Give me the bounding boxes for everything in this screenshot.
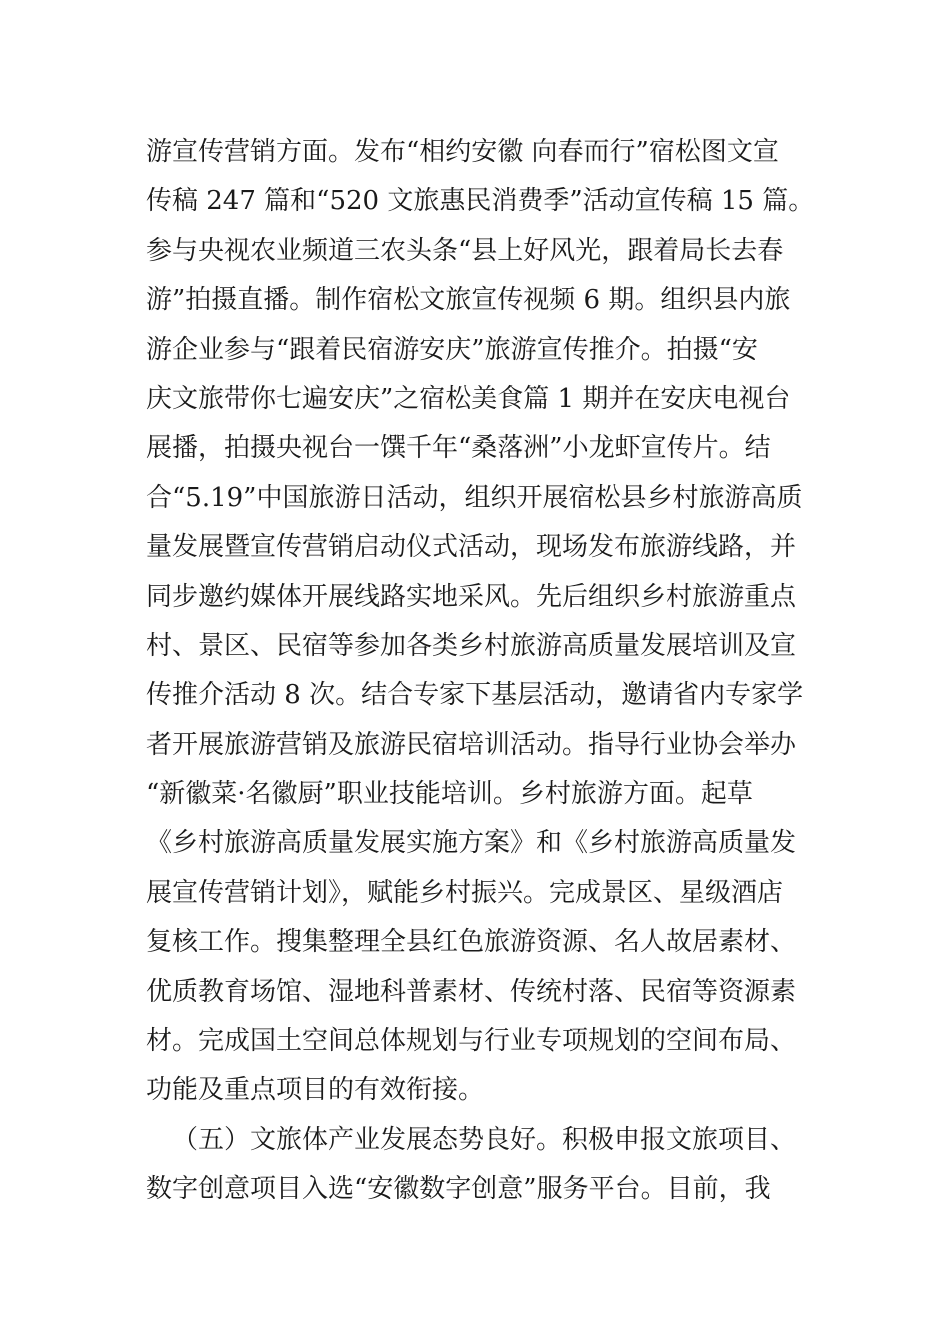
section-heading-line: （五）文旅体产业发展态势良好。积极申报文旅项目、 (172, 1124, 797, 1155)
text-line: 同步邀约媒体开展线路实地采风。先后组织乡村旅游重点 (146, 581, 797, 612)
text-line: 展宣传营销计划》，赋能乡村振兴。完成景区、星级酒店 (146, 877, 784, 908)
text-line: 者开展旅游营销及旅游民宿培训活动。指导行业协会举办 (146, 729, 797, 760)
text-line: 功能及重点项目的有效衔接。 (146, 1075, 485, 1106)
text-line: 游”拍摄直播。制作宿松文旅宣传视频 6 期。组织县内旅 (146, 285, 791, 316)
text-line: 村、景区、民宿等参加各类乡村旅游高质量发展培训及宣 (146, 630, 797, 661)
text-line: 参与央视农业频道三农头条“县上好风光，跟着局长去春 (146, 235, 784, 266)
text-line: 《乡村旅游高质量发展实施方案》和《乡村旅游高质量发 (146, 828, 797, 859)
text-line: 传稿 247 篇和“520 文旅惠民消费季”活动宣传稿 15 篇。 (146, 186, 815, 217)
text-line: 展播，拍摄央视台一馔千年“桑落洲”小龙虾宣传片。结 (146, 433, 771, 464)
body-text (146, 128, 826, 1215)
text-line: 材。完成国土空间总体规划与行业专项规划的空间布局、 (146, 1026, 797, 1057)
text-line: 庆文旅带你七遍安庆”之宿松美食篇 1 期并在安庆电视台 (146, 383, 791, 414)
text-line: 合“5.19”中国旅游日活动，组织开展宿松县乡村旅游高质 (146, 482, 803, 513)
text-line: “新徽菜·名徽厨”职业技能培训。乡村旅游方面。起草 (146, 779, 753, 810)
text-line: 数字创意项目入选“安徽数字创意”服务平台。目前，我 (146, 1174, 771, 1205)
text-line: 量发展暨宣传营销启动仪式活动，现场发布旅游线路，并 (146, 532, 797, 563)
text-line: 传推介活动 8 次。结合专家下基层活动，邀请省内专家学 (146, 680, 804, 711)
text-line: 游企业参与“跟着民宿游安庆”旅游宣传推介。拍摄“安 (146, 334, 758, 365)
text-line: 游宣传营销方面。发布“相约安徽 向春而行”宿松图文宣 (146, 137, 779, 167)
text-line: 复核工作。搜集整理全县红色旅游资源、名人故居素材、 (146, 927, 797, 958)
text-line: 优质教育场馆、湿地科普素材、传统村落、民宿等资源素 (146, 976, 797, 1007)
